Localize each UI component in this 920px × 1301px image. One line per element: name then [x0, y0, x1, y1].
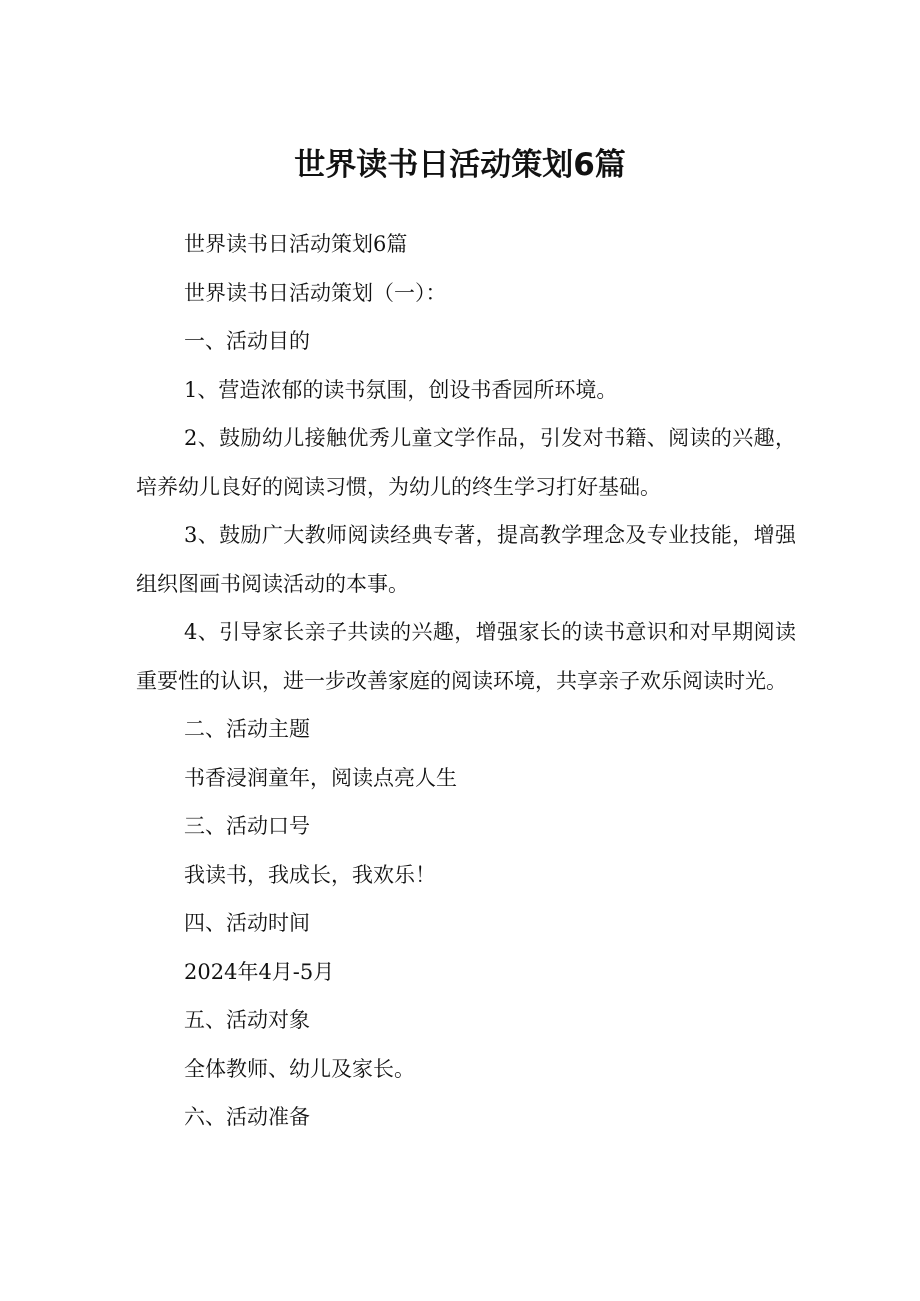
paragraph-purpose-4: 4、引导家长亲子共读的兴趣，增强家长的读书意识和对早期阅读重要性的认识，进一步改善家庭的阅读环境，共享亲子欢乐阅读时光。 [136, 620, 796, 693]
heading-audience: 五、活动对象 [184, 1008, 310, 1032]
heading-slogan: 三、活动口号 [184, 814, 310, 838]
heading-theme: 二、活动主题 [184, 717, 310, 741]
paragraph-section-heading: 世界读书日活动策划（一）： [184, 280, 447, 305]
heading-purpose: 一、活动目的 [184, 329, 310, 353]
paragraph-purpose-2: 2、鼓励幼儿接触优秀儿童文学作品，引发对书籍、阅读的兴趣，培养幼儿良好的阅读习惯，为幼儿的终生学习打好基础。 [136, 426, 796, 499]
paragraph-theme: 书香浸润童年，阅读点亮人生 [184, 765, 457, 790]
paragraph-slogan: 我读书，我成长，我欢乐！ [184, 862, 436, 887]
heading-time: 四、活动时间 [184, 911, 310, 935]
paragraph-purpose-1: 1、营造浓郁的读书氛围，创设书香园所环境。 [184, 377, 618, 402]
document-title: 世界读书日活动策划6篇 [294, 147, 626, 183]
paragraph-audience: 全体教师、幼儿及家长。 [184, 1056, 415, 1081]
paragraph-subtitle: 世界读书日活动策划6篇 [184, 232, 408, 256]
paragraph-time: 2024年4月-5月 [184, 959, 335, 984]
heading-preparation: 六、活动准备 [184, 1105, 310, 1129]
paragraph-purpose-3: 3、鼓励广大教师阅读经典专著，提高教学理念及专业技能，增强组织图画书阅读活动的本事。 [136, 523, 796, 596]
document-body [136, 220, 796, 1142]
